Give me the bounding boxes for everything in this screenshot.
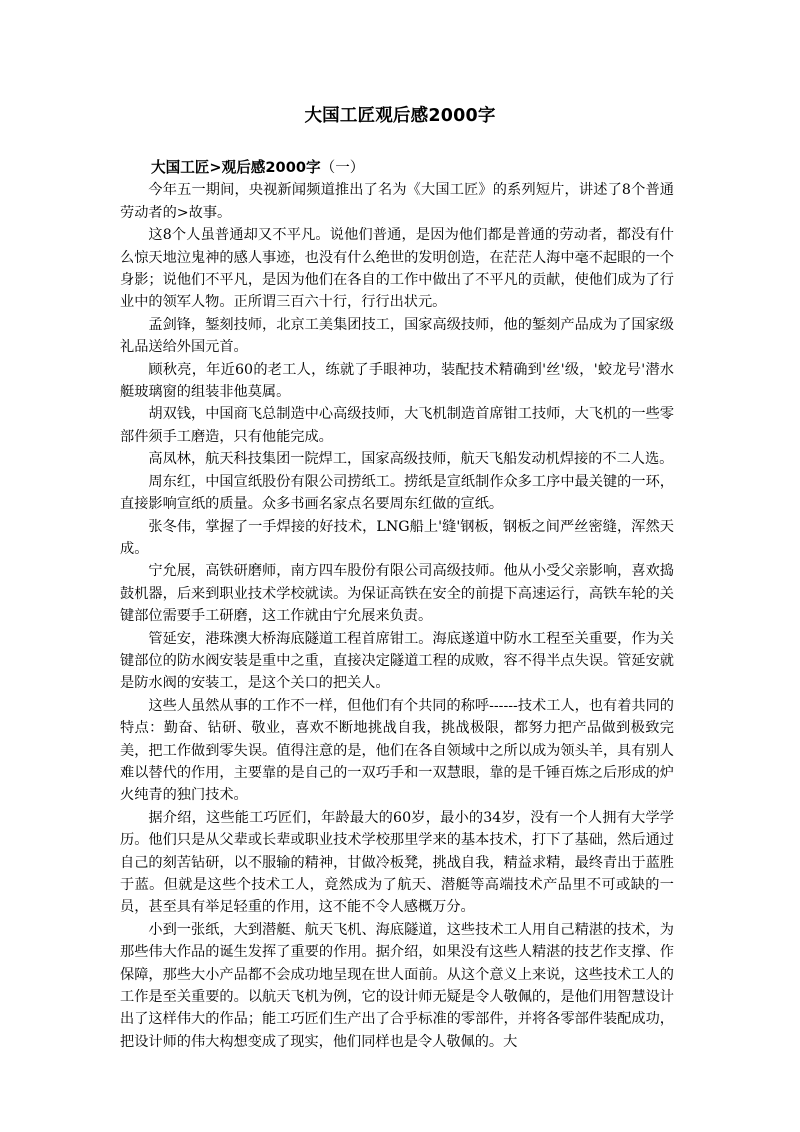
paragraph-13: 小到一张纸，大到潜艇、航天飞机、海底隧道，这些技术工人用自己精湛的技术，为那些伟大作品的诞生发挥了重要的作用。据介绍，如果没有这些人精湛的技艺作支撑、作保障，那些大小产品都不会成功地呈现在世人面前。从这个意义上来说，这些技术工人的工作是至关重要的。以航天飞机为例，它的设计师无疑是令人敬佩的，是他们用智慧设计出了这样伟大的作品；能工巧匠们生产出了合乎标准的零部件，并将各零部件装配成功，把设计师的伟大构想变成了现实，他们同样也是令人敬佩的。大 — [120, 921, 674, 1050]
paragraph-10: 管延安，港珠澳大桥海底隧道工程首席钳工。海底遂道中防水工程至关重要，作为关键部位的防水阀安装是重中之重，直接决定隧道工程的成败，容不得半点失误。管延安就是防水阀的安装工，是这个关口的把关人。 — [120, 630, 674, 692]
paragraph-8: 张冬伟，掌握了一手焊接的好技术，LNG船上'缝'钢板，钢板之间严丝密缝，浑然天成。 — [120, 518, 674, 557]
document-body — [120, 157, 674, 1053]
section-heading-suffix: （一） — [320, 159, 365, 176]
paragraph-3: 孟剑锋，錾刻技师，北京工美集团技工，国家高级技师，他的錾刻产品成为了国家级礼品送给外国元首。 — [120, 316, 674, 356]
document-title: 大国工匠观后感2000字 — [304, 106, 496, 126]
paragraph-2: 这8个人虽普通却又不平凡。说他们普通，是因为他们都是普通的劳动者，都没有什么惊天地泣鬼神的感人事迹，也没有什么绝世的发明创造，在茫茫人海中毫不起眼的一个身影；说他们不平凡，是因为他们在各自的工作中做出了不平凡的贡献，使他们成为了行业中的领军人物。正所谓三百六十行，行行出状元。 — [120, 227, 674, 311]
paragraph-6: 高凤林，航天科技集团一院焊工，国家高级技师，航天飞船发动机焊接的不二人选。 — [148, 451, 674, 468]
paragraph-12: 据介绍，这些能工巧匠们，年龄最大的60岁，最小的34岁，没有一个人拥有大学学历。他们只是从父辈或长辈或职业技术学校那里学来的基本技术，打下了基础，然后通过自己的刻苦钻研，以不服输的精神，甘做冷板凳，挑战自我，精益求精，最终青出于蓝胜于蓝。但就是这些个技术工人，竟然成为了航天、潜艇等高端技术产品里不可或缺的一员，甚至具有举足轻重的作用，这不能不令人感概万分。 — [120, 809, 674, 916]
paragraph-11: 这些人虽然从事的工作不一样，但他们有个共同的称呼------技术工人，也有着共同的特点：勤奋、钻研、敬业，喜欢不断地挑战自我，挑战极限，都努力把产品做到极致完美，把工作做到零失误。值得注意的是，他们在各自领域中之所以成为领头羊，具有别人难以替代的作用，主要靠的是自己的一双巧手和一双慧眼，靠的是千锤百炼之后形成的炉火纯青的独门技术。 — [120, 697, 674, 804]
section-heading-main: 大国工匠>观后感2000字 — [151, 159, 321, 176]
paragraph-5: 胡双钱，中国商飞总制造中心高级技师，大飞机制造首席钳工技师，大飞机的一些零部件须手工磨造，只有他能完成。 — [120, 406, 674, 445]
section-heading — [120, 157, 674, 179]
paragraph-9: 宁允展，高铁研磨师，南方四车股份有限公司高级技师。他从小受父亲影响，喜欢捣鼓机器，后来到职业技术学校就读。为保证高铁在安全的前提下高速运行，高铁车轮的关键部位需要手工研磨，这工作就由宁允展来负责。 — [120, 563, 674, 625]
paragraph-4: 顾秋亮，年近60的老工人，练就了手眼神功，装配技术精确到'丝'级，'蛟龙号'潜水艇玻璃窗的组装非他莫属。 — [120, 361, 674, 401]
paragraph-7: 周东红，中国宣纸股份有限公司捞纸工。捞纸是宣纸制作众多工序中最关键的一环，直接影响宣纸的质量。众多书画名家点名要周东红做的宣纸。 — [120, 473, 674, 513]
paragraph-1: 今年五一期间，央视新闻频道推出了名为《大国工匠》的系列短片，讲述了8个普通劳动者的>故事。 — [120, 182, 674, 221]
